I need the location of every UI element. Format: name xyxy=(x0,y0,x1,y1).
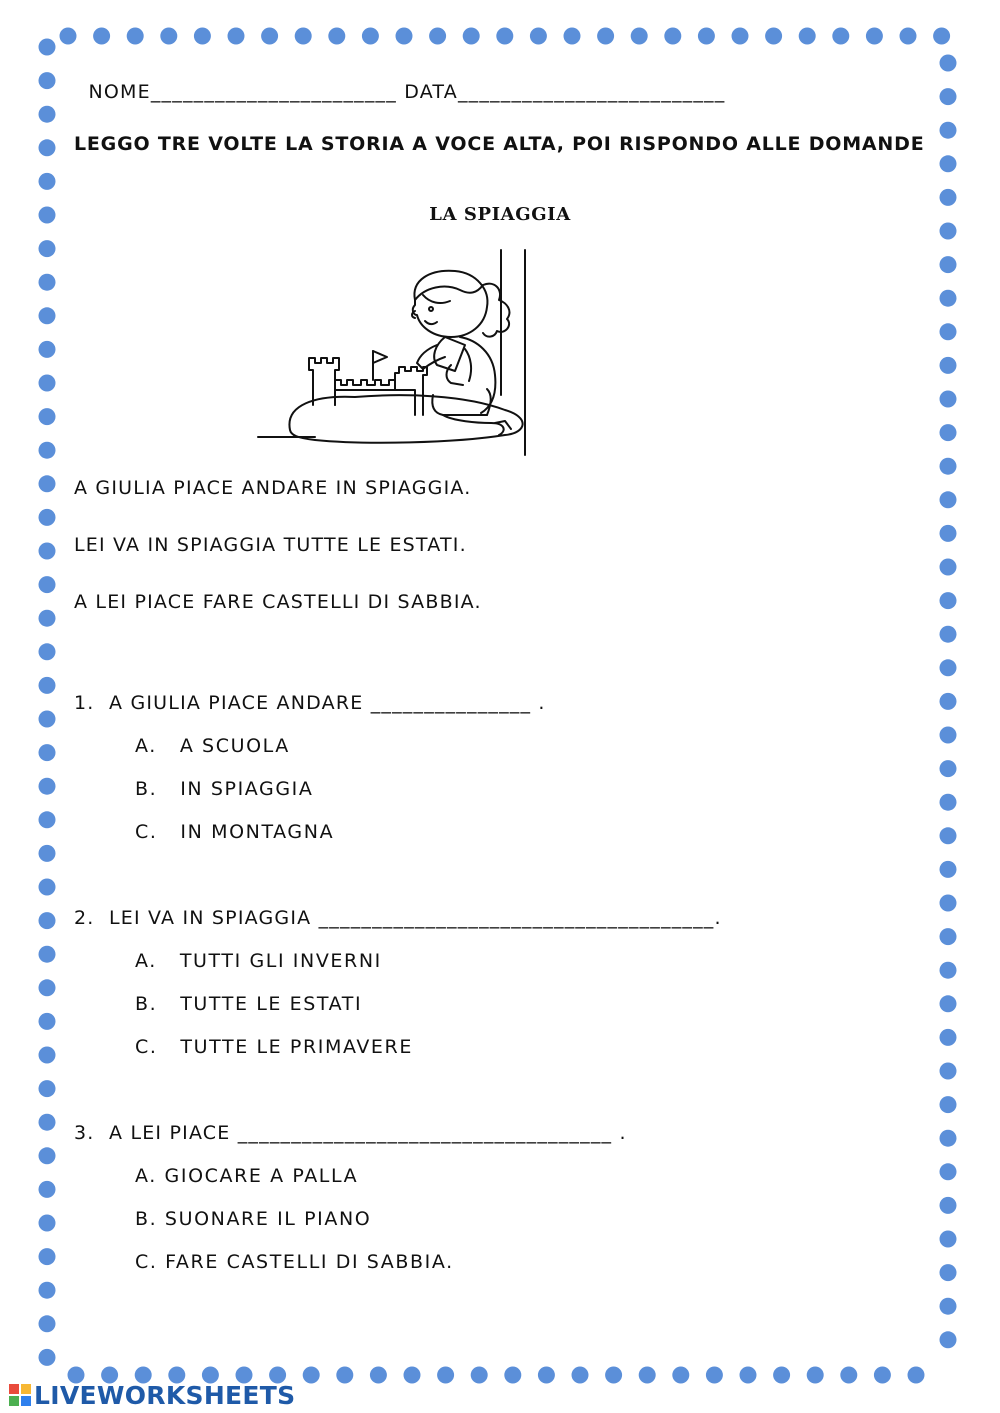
border-dot xyxy=(940,626,957,643)
instruction: LEGGO TRE VOLTE LA STORIA A VOCE ALTA, POI RISPONDO ALLE DOMANDE xyxy=(74,133,925,155)
border-dot xyxy=(39,543,56,560)
border-dot xyxy=(940,1331,957,1348)
border-dot xyxy=(39,845,56,862)
border-dot xyxy=(39,946,56,963)
liveworksheets-logo[interactable] xyxy=(8,1381,295,1410)
border-dot xyxy=(39,1315,56,1332)
border-dot xyxy=(39,1349,56,1366)
date-field[interactable]: DATA_________________________ xyxy=(404,81,726,103)
border-dot xyxy=(370,1367,387,1384)
liveworksheets-mark-icon xyxy=(8,1383,32,1407)
story-sentence-1: A GIULIA PIACE ANDARE IN SPIAGGIA. xyxy=(74,477,472,499)
border-dot xyxy=(463,28,480,45)
border-dot xyxy=(732,28,749,45)
border-dot xyxy=(39,744,56,761)
border-dot xyxy=(39,811,56,828)
border-dot xyxy=(940,559,957,576)
border-dot xyxy=(940,88,957,105)
border-dot xyxy=(39,274,56,291)
border-dot xyxy=(940,424,957,441)
border-dot xyxy=(328,28,345,45)
border-dot xyxy=(940,1063,957,1080)
border-dot xyxy=(807,1367,824,1384)
border-dot xyxy=(940,861,957,878)
border-dot xyxy=(39,173,56,190)
border-dot xyxy=(39,1114,56,1131)
border-dot xyxy=(940,693,957,710)
border-dot xyxy=(39,1181,56,1198)
border-dot xyxy=(940,727,957,744)
question-3-option-a[interactable]: A. GIOCARE A PALLA xyxy=(135,1165,359,1187)
border-dot xyxy=(336,1367,353,1384)
border-dot xyxy=(639,1367,656,1384)
border-dot xyxy=(39,1215,56,1232)
border-dot xyxy=(60,28,77,45)
border-dot xyxy=(698,28,715,45)
border-dot xyxy=(39,139,56,156)
border-dot xyxy=(672,1367,689,1384)
border-dot xyxy=(39,576,56,593)
border-dot xyxy=(940,995,957,1012)
question-2-option-c[interactable]: C. TUTTE LE PRIMAVERE xyxy=(135,1036,413,1058)
border-dot xyxy=(194,28,211,45)
border-dot xyxy=(39,106,56,123)
border-dot xyxy=(940,391,957,408)
border-dot xyxy=(940,794,957,811)
question-2-option-b[interactable]: B. TUTTE LE ESTATI xyxy=(135,993,363,1015)
border-dot xyxy=(840,1367,857,1384)
border-dot xyxy=(940,659,957,676)
border-dot xyxy=(39,1248,56,1265)
border-dot xyxy=(597,28,614,45)
border-dot xyxy=(39,1147,56,1164)
border-dot xyxy=(900,28,917,45)
border-dot xyxy=(261,28,278,45)
story-sentence-3: A LEI PIACE FARE CASTELLI DI SABBIA. xyxy=(74,591,482,613)
border-dot xyxy=(874,1367,891,1384)
border-dot xyxy=(437,1367,454,1384)
border-dot xyxy=(940,592,957,609)
border-dot xyxy=(39,1013,56,1030)
border-dot xyxy=(530,28,547,45)
name-field[interactable]: NOME_______________________ xyxy=(88,81,397,103)
border-dot xyxy=(940,1163,957,1180)
border-dot xyxy=(303,1367,320,1384)
border-dot xyxy=(93,28,110,45)
border-dot xyxy=(740,1367,757,1384)
border-dot xyxy=(429,28,446,45)
border-dot xyxy=(940,122,957,139)
question-1-option-c[interactable]: C. IN MONTAGNA xyxy=(135,821,335,843)
border-dot xyxy=(940,895,957,912)
border-dot xyxy=(39,912,56,929)
border-dot xyxy=(39,1080,56,1097)
question-1-option-b[interactable]: B. IN SPIAGGIA xyxy=(135,778,314,800)
border-dot xyxy=(39,979,56,996)
story-title: LA SPIAGGIA xyxy=(429,204,571,225)
border-dot xyxy=(496,28,513,45)
border-dot xyxy=(940,491,957,508)
border-dot xyxy=(940,962,957,979)
border-dot xyxy=(39,39,56,56)
border-dot xyxy=(605,1367,622,1384)
border-dot xyxy=(39,240,56,257)
border-dot xyxy=(39,610,56,627)
border-dot xyxy=(940,1029,957,1046)
border-dot xyxy=(940,155,957,172)
border-dot xyxy=(39,879,56,896)
border-dot xyxy=(39,72,56,89)
border-dot xyxy=(396,28,413,45)
border-dot xyxy=(940,458,957,475)
border-dot xyxy=(39,1047,56,1064)
border-dot xyxy=(940,1130,957,1147)
border-dot xyxy=(127,28,144,45)
border-dot xyxy=(39,711,56,728)
border-dot xyxy=(160,28,177,45)
name-date-row xyxy=(74,59,725,103)
border-dot xyxy=(773,1367,790,1384)
border-dot xyxy=(832,28,849,45)
border-dot xyxy=(362,28,379,45)
border-dot xyxy=(572,1367,589,1384)
border-dot xyxy=(706,1367,723,1384)
border-dot xyxy=(940,1197,957,1214)
border-dot xyxy=(940,290,957,307)
border-dot xyxy=(940,1298,957,1315)
border-dot xyxy=(39,341,56,358)
border-dot xyxy=(940,1096,957,1113)
border-dot xyxy=(799,28,816,45)
question-3: 3. A LEI PIACE ___________________________________ . xyxy=(74,1122,627,1144)
question-2: 2. LEI VA IN SPIAGGIA _____________________________________. xyxy=(74,907,722,929)
border-dot xyxy=(39,375,56,392)
question-2-option-a[interactable]: A. TUTTI GLI INVERNI xyxy=(135,950,382,972)
border-dot xyxy=(39,509,56,526)
border-dot xyxy=(631,28,648,45)
border-dot xyxy=(933,28,950,45)
border-dot xyxy=(940,760,957,777)
border-dot xyxy=(39,778,56,795)
border-dot xyxy=(940,525,957,542)
border-dot xyxy=(39,307,56,324)
border-dot xyxy=(940,55,957,72)
border-dot xyxy=(295,28,312,45)
border-dot xyxy=(404,1367,421,1384)
border-dot xyxy=(39,408,56,425)
border-dot xyxy=(940,928,957,945)
border-dot xyxy=(940,827,957,844)
border-dot xyxy=(564,28,581,45)
border-dot xyxy=(504,1367,521,1384)
border-dot xyxy=(664,28,681,45)
border-dot xyxy=(940,1231,957,1248)
border-dot xyxy=(940,223,957,240)
girl-building-sandcastle-illustration xyxy=(255,245,535,460)
question-3-option-b[interactable]: B. SUONARE IL PIANO xyxy=(135,1208,372,1230)
question-3-option-c[interactable]: C. FARE CASTELLI DI SABBIA. xyxy=(135,1251,454,1273)
border-dot xyxy=(39,1282,56,1299)
question-1-option-a[interactable]: A. A SCUOLA xyxy=(135,735,290,757)
question-1: 1. A GIULIA PIACE ANDARE _______________ . xyxy=(74,692,546,714)
border-dot xyxy=(39,442,56,459)
border-dot xyxy=(940,1264,957,1281)
border-dot xyxy=(940,323,957,340)
border-dot xyxy=(39,677,56,694)
border-dot xyxy=(866,28,883,45)
border-dot xyxy=(228,28,245,45)
border-dot xyxy=(39,643,56,660)
border-dot xyxy=(471,1367,488,1384)
story-sentence-2: LEI VA IN SPIAGGIA TUTTE LE ESTATI. xyxy=(74,534,467,556)
border-dot xyxy=(39,475,56,492)
border-dot xyxy=(765,28,782,45)
brand-name: LIVEWORKSHEETS xyxy=(34,1381,296,1410)
border-dot xyxy=(940,357,957,374)
border-dot xyxy=(940,256,957,273)
border-dot xyxy=(908,1367,925,1384)
border-dot xyxy=(538,1367,555,1384)
